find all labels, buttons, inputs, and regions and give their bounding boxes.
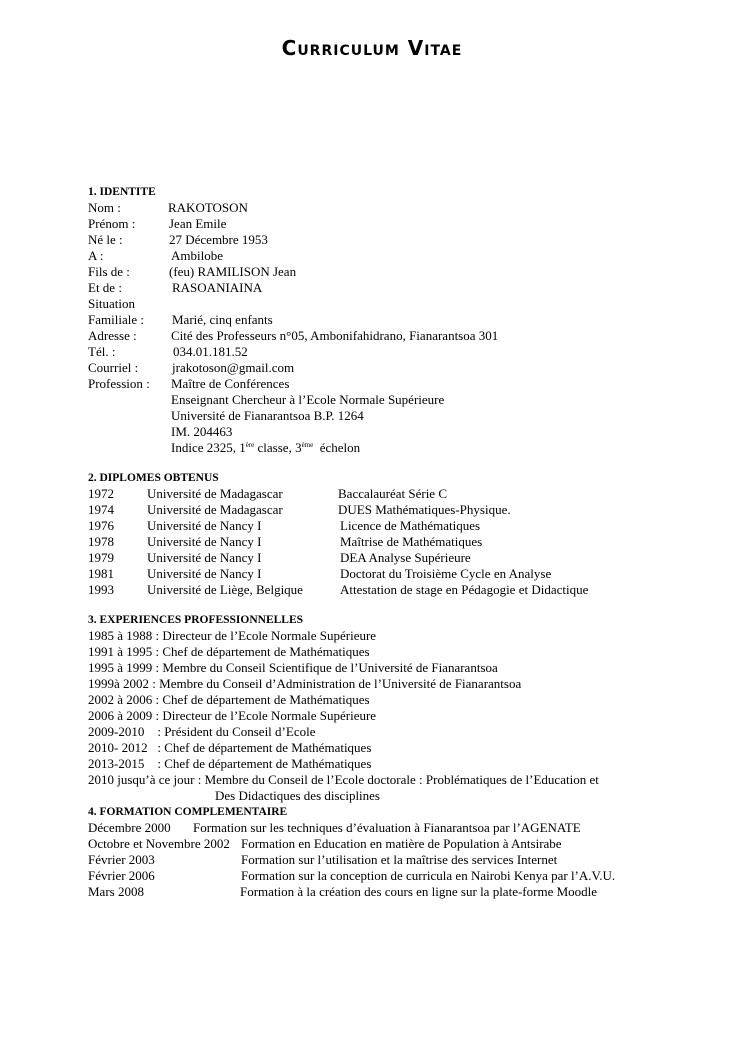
cv-content — [88, 184, 708, 900]
diplome-row — [88, 486, 708, 502]
experience-line: 2009-2010 : Président du Conseil d’Ecole — [88, 724, 316, 739]
diplome-year: 1979 — [88, 550, 114, 565]
diplome-university: Université de Nancy I — [147, 534, 262, 549]
diplome-year: 1978 — [88, 534, 114, 549]
diplome-year: 1976 — [88, 518, 114, 533]
indice-sup: ème — [301, 441, 314, 449]
identite-list — [88, 200, 708, 456]
formation-row — [88, 868, 708, 884]
section-heading-diplomes: 2. DIPLOMES OBTENUS — [88, 472, 219, 484]
diplome-row — [88, 518, 708, 534]
section-heading-formation: 4. FORMATION COMPLEMENTAIRE — [88, 806, 288, 818]
section-heading-experiences: 3. EXPERIENCES PROFESSIONNELLES — [88, 614, 304, 626]
diplome-title: Baccalauréat Série C — [338, 486, 447, 501]
identite-label: Courriel : — [88, 360, 139, 375]
diplome-title: Licence de Mathématiques — [340, 518, 481, 533]
experiences-list — [88, 628, 708, 804]
identite-label: Et de : — [88, 280, 122, 295]
document-title: Curriculum Vitae — [281, 36, 463, 60]
formation-row — [88, 836, 708, 852]
identite-value: Maître de Conférences — [171, 376, 290, 391]
identite-row — [88, 264, 708, 280]
identite-label: Nom : — [88, 200, 121, 215]
identite-row — [88, 296, 708, 312]
diplome-year: 1981 — [88, 566, 114, 581]
section-heading-identite: 1. IDENTITE — [88, 186, 156, 198]
formation-date: Mars 2008 — [88, 884, 144, 899]
formation-text: Formation sur l’utilisation et la maîtrise des services Internet — [241, 852, 558, 867]
identite-row — [88, 328, 708, 344]
identite-value: Ambilobe — [171, 248, 223, 263]
indice-text: classe, 3 — [254, 440, 302, 455]
indice-line — [88, 440, 708, 456]
formation-row — [88, 884, 708, 900]
identite-row — [88, 312, 708, 328]
experience-line: 1985 à 1988 : Directeur de l’Ecole Normale Supérieure — [88, 628, 377, 643]
experience-line: 2002 à 2006 : Chef de département de Mathématiques — [88, 692, 370, 707]
diplome-year: 1972 — [88, 486, 114, 501]
diplome-row — [88, 566, 708, 582]
diplome-university: Université de Nancy I — [147, 566, 262, 581]
experience-line: 2006 à 2009 : Directeur de l’Ecole Normale Supérieure — [88, 708, 377, 723]
formation-text: Formation à la création des cours en ligne sur la plate-forme Moodle — [240, 884, 598, 899]
diplome-year: 1974 — [88, 502, 114, 517]
identite-value: RAKOTOSON — [168, 200, 248, 215]
diplome-year: 1993 — [88, 582, 114, 597]
identite-row — [88, 248, 708, 264]
formation-row — [88, 820, 708, 836]
identite-value: 034.01.181.52 — [173, 344, 248, 359]
formation-date: Février 2006 — [88, 868, 155, 883]
diplome-row — [88, 534, 708, 550]
formation-row — [88, 852, 708, 868]
identite-value: Marié, cinq enfants — [172, 312, 273, 327]
diplome-title: Attestation de stage en Pédagogie et Didactique — [340, 582, 589, 597]
formation-text: Formation en Education en matière de Population à Antsirabe — [241, 836, 562, 851]
identite-value: 27 Décembre 1953 — [169, 232, 268, 247]
identite-value: Cité des Professeurs n°05, Ambonifahidrano, Fianarantsoa 301 — [171, 328, 499, 343]
identite-value: (feu) RAMILISON Jean — [169, 264, 297, 279]
profession-line: IM. 204463 — [171, 424, 233, 439]
identite-value: jrakotoson@gmail.com — [172, 360, 295, 375]
identite-value: Jean Emile — [169, 216, 227, 231]
identite-value: RASOANIAINA — [172, 280, 263, 295]
experience-line: 1991 à 1995 : Chef de département de Mathématiques — [88, 644, 370, 659]
experience-line: 2010- 2012 : Chef de département de Mathématiques — [88, 740, 372, 755]
indice-text: échelon — [313, 440, 361, 455]
formation-text: Formation sur la conception de curricula en Nairobi Kenya par l’A.V.U. — [241, 868, 616, 883]
identite-row — [88, 376, 708, 392]
diplomes-list — [88, 486, 708, 598]
formation-text: Formation sur les techniques d’évaluation à Fianarantsoa par l’AGENATE — [193, 820, 581, 835]
identite-label: Fils de : — [88, 264, 130, 279]
diplome-title: Doctorat du Troisième Cycle en Analyse — [340, 566, 552, 581]
identite-label: Profession : — [88, 376, 150, 391]
identite-row — [88, 200, 708, 216]
indice-text: Indice 2325, 1 — [171, 440, 246, 455]
diplome-university: Université de Liège, Belgique — [147, 582, 303, 597]
experience-line: 2010 jusqu’à ce jour : Membre du Conseil de l’Ecole doctorale : Problématiques de l’Education et — [88, 772, 599, 787]
identite-label: Tél. : — [88, 344, 116, 359]
diplome-row — [88, 582, 708, 598]
diplome-title: DEA Analyse Supérieure — [340, 550, 471, 565]
experience-continuation: Des Didactiques des disciplines — [215, 788, 380, 803]
identite-label: Prénom : — [88, 216, 136, 231]
profession-line: Université de Fianarantsoa B.P. 1264 — [171, 408, 364, 423]
diplome-university: Université de Nancy I — [147, 550, 262, 565]
formation-date: Février 2003 — [88, 852, 155, 867]
diplome-row — [88, 550, 708, 566]
identite-row — [88, 360, 708, 376]
formation-list — [88, 820, 708, 900]
formation-date: Décembre 2000 — [88, 820, 171, 835]
profession-line: Enseignant Chercheur à l’Ecole Normale Supérieure — [171, 392, 445, 407]
identite-label: Situation — [88, 296, 135, 311]
indice-sup: ère — [245, 441, 255, 449]
diplome-university: Université de Nancy I — [147, 518, 262, 533]
diplome-row — [88, 502, 708, 518]
diplome-university: Université de Madagascar — [147, 486, 283, 501]
experience-line: 1995 à 1999 : Membre du Conseil Scientifique de l’Université de Fianarantsoa — [88, 660, 498, 675]
identite-label: Né le : — [88, 232, 123, 247]
diplome-university: Université de Madagascar — [147, 502, 283, 517]
identite-row — [88, 216, 708, 232]
identite-label: A : — [88, 248, 104, 263]
formation-date: Octobre et Novembre 2002 — [88, 836, 230, 851]
identite-label: Familiale : — [88, 312, 144, 327]
identite-label: Adresse : — [88, 328, 137, 343]
diplome-title: Maîtrise de Mathématiques — [340, 534, 483, 549]
identite-row — [88, 344, 708, 360]
identite-row — [88, 280, 708, 296]
identite-row — [88, 232, 708, 248]
diplome-title: DUES Mathématiques-Physique. — [338, 502, 511, 517]
experience-line: 2013-2015 : Chef de département de Mathématiques — [88, 756, 372, 771]
experience-line: 1999à 2002 : Membre du Conseil d’Administration de l’Université de Fianarantsoa — [88, 676, 522, 691]
